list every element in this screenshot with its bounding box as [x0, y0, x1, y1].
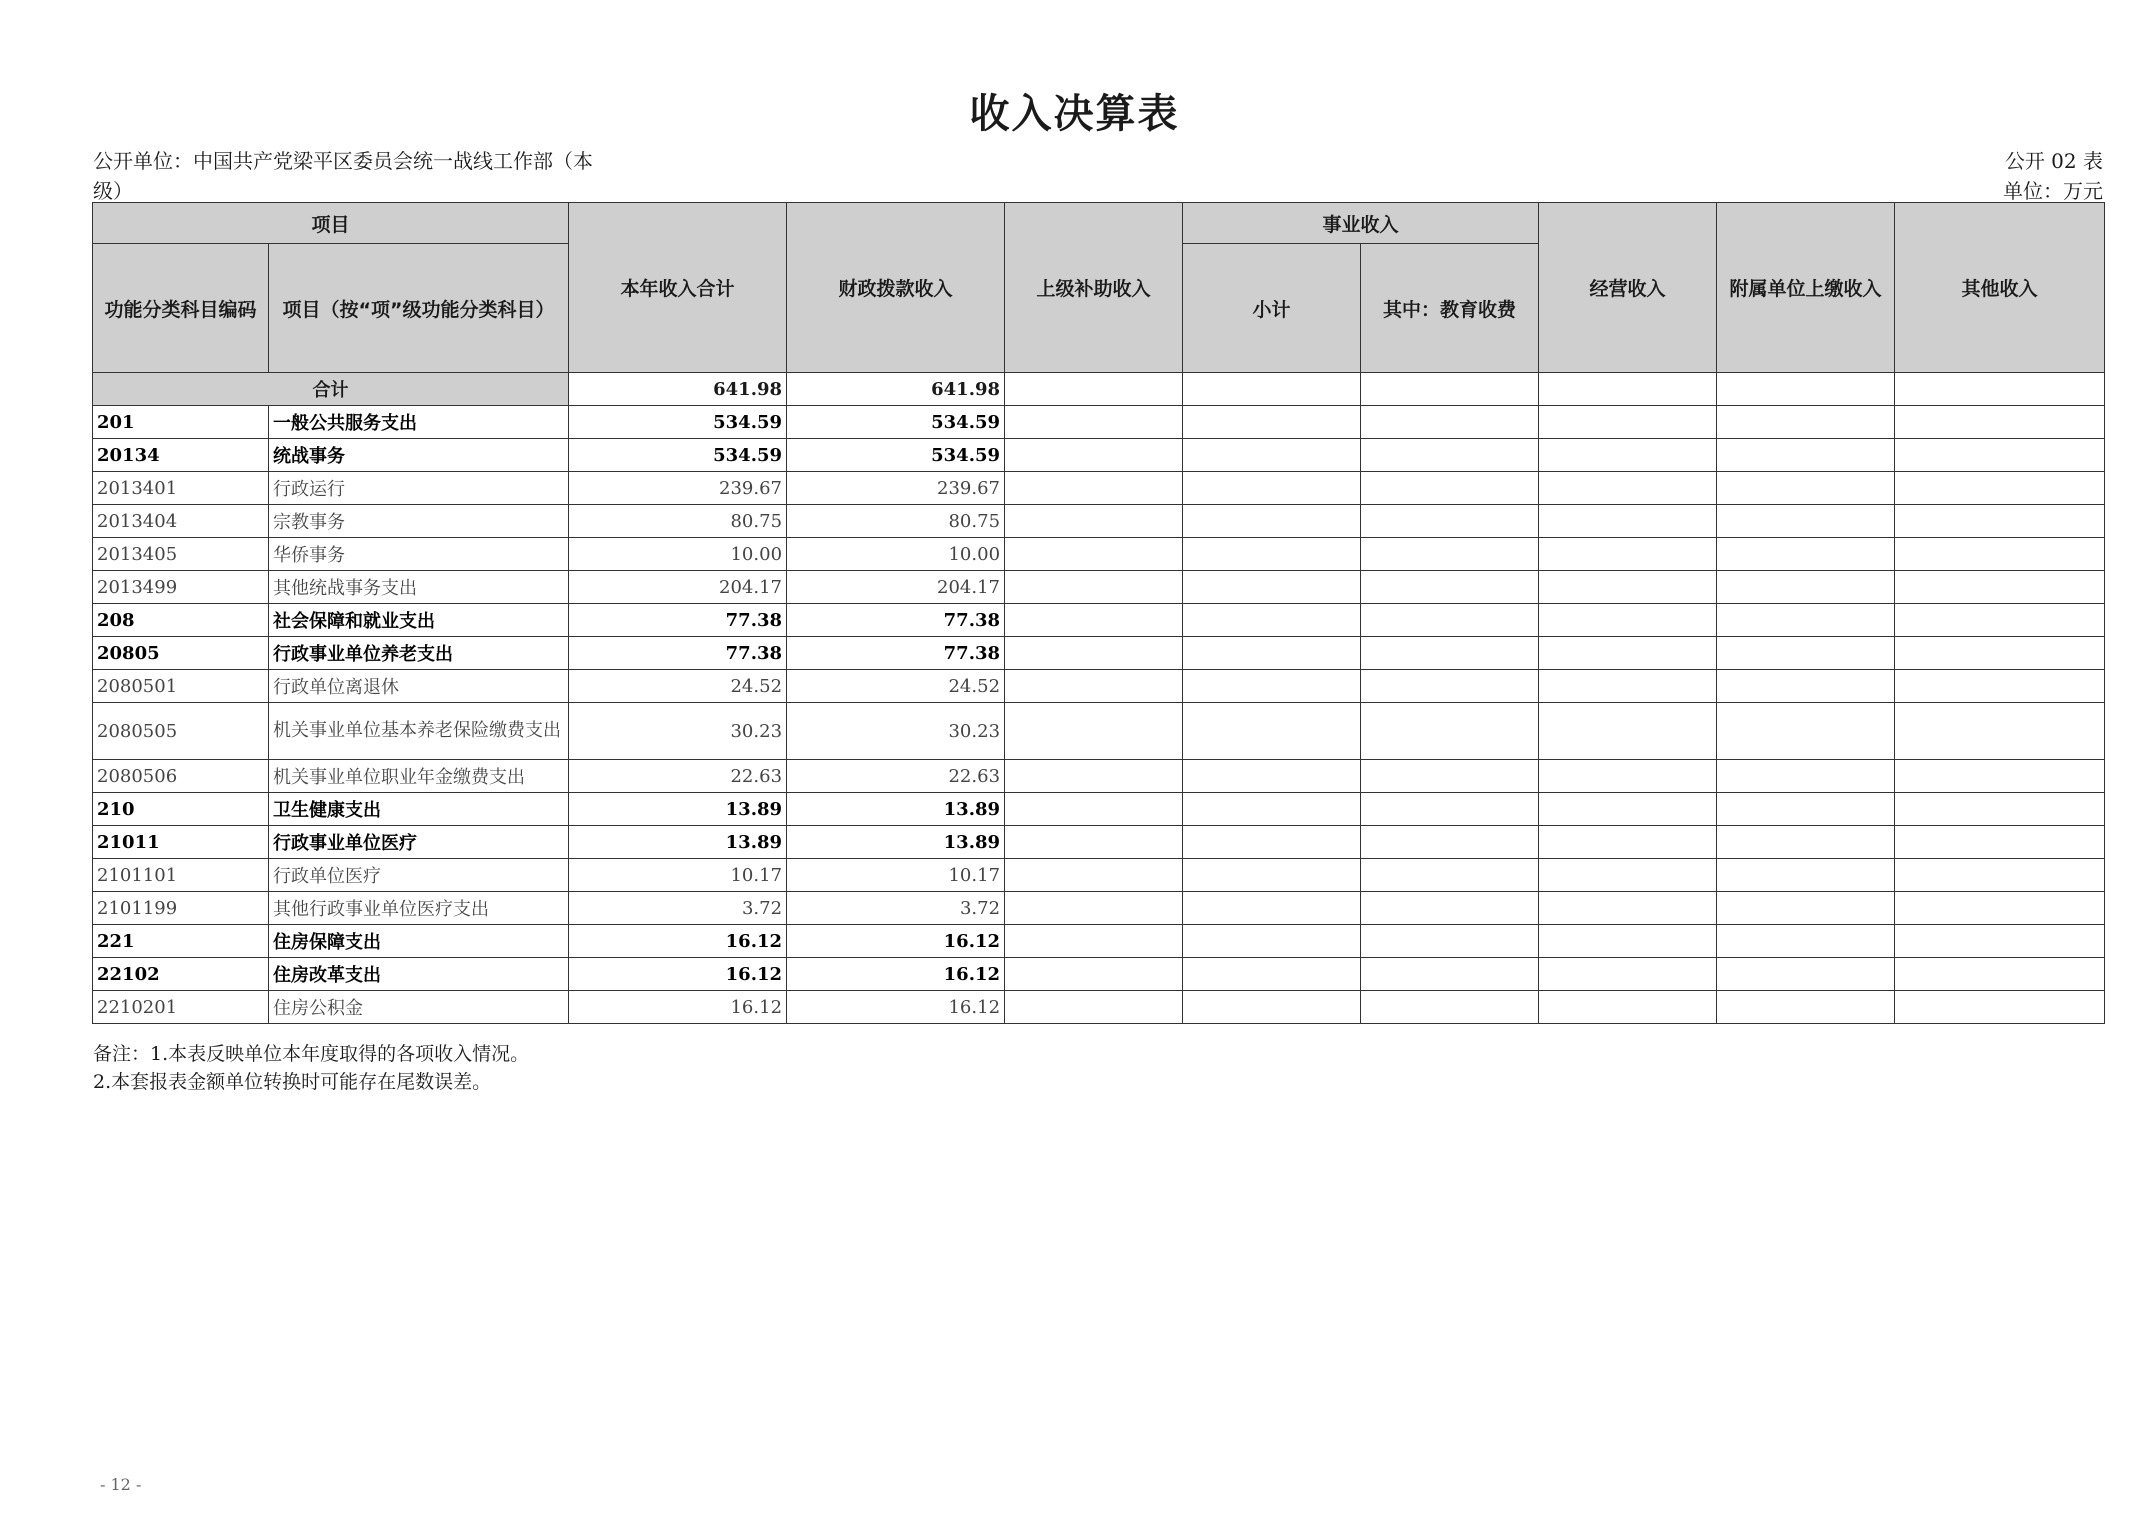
empty-cell [1361, 859, 1539, 892]
row-name: 住房公积金 [269, 991, 569, 1024]
empty-cell [1005, 991, 1183, 1024]
empty-cell [1539, 925, 1717, 958]
empty-cell [1183, 373, 1361, 406]
empty-cell [1005, 472, 1183, 505]
empty-cell [1183, 571, 1361, 604]
empty-cell [1895, 925, 2105, 958]
row-fiscal: 16.12 [787, 958, 1005, 991]
row-total: 16.12 [569, 991, 787, 1024]
empty-cell [1539, 703, 1717, 760]
table-row [93, 472, 2105, 505]
header-business-income-group: 事业收入 [1183, 203, 1539, 244]
empty-cell [1895, 472, 2105, 505]
row-name: 华侨事务 [269, 538, 569, 571]
empty-cell [1895, 793, 2105, 826]
table-number: 公开 02 表 [2004, 149, 2103, 173]
table-notes [93, 1040, 529, 1096]
empty-cell [1717, 991, 1895, 1024]
row-name: 其他统战事务支出 [269, 571, 569, 604]
row-fiscal: 16.12 [787, 991, 1005, 1024]
empty-cell [1005, 505, 1183, 538]
row-name: 机关事业单位职业年金缴费支出 [269, 760, 569, 793]
page-title: 收入决算表 [969, 91, 1180, 137]
empty-cell [1361, 793, 1539, 826]
row-code: 21011 [93, 826, 269, 859]
empty-cell [1717, 958, 1895, 991]
row-code: 2101101 [93, 859, 269, 892]
empty-cell [1361, 505, 1539, 538]
row-total: 204.17 [569, 571, 787, 604]
row-total: 534.59 [569, 406, 787, 439]
empty-cell [1183, 538, 1361, 571]
table-row [93, 505, 2105, 538]
empty-cell [1539, 505, 1717, 538]
empty-cell [1183, 892, 1361, 925]
empty-cell [1005, 604, 1183, 637]
empty-cell [1717, 703, 1895, 760]
row-code: 22102 [93, 958, 269, 991]
empty-cell [1361, 439, 1539, 472]
empty-cell [1005, 670, 1183, 703]
row-code: 2080501 [93, 670, 269, 703]
row-fiscal: 16.12 [787, 925, 1005, 958]
row-total: 80.75 [569, 505, 787, 538]
empty-cell [1717, 892, 1895, 925]
empty-cell [1539, 472, 1717, 505]
header-affiliated-income: 附属单位上缴收入 [1717, 203, 1895, 373]
row-fiscal: 77.38 [787, 604, 1005, 637]
empty-cell [1005, 538, 1183, 571]
table-row [93, 859, 2105, 892]
row-code: 20134 [93, 439, 269, 472]
row-fiscal: 10.00 [787, 538, 1005, 571]
table-row [93, 760, 2105, 793]
empty-cell [1361, 892, 1539, 925]
header-superior-subsidy: 上级补助收入 [1005, 203, 1183, 373]
empty-cell [1361, 925, 1539, 958]
empty-cell [1361, 373, 1539, 406]
empty-cell [1005, 859, 1183, 892]
empty-cell [1183, 826, 1361, 859]
empty-cell [1717, 472, 1895, 505]
empty-cell [1895, 670, 2105, 703]
total-label: 合计 [93, 373, 569, 406]
table-row [93, 991, 2105, 1024]
empty-cell [1717, 760, 1895, 793]
row-name: 机关事业单位基本养老保险缴费支出 [269, 703, 569, 760]
empty-cell [1361, 637, 1539, 670]
row-total: 239.67 [569, 472, 787, 505]
row-fiscal: 13.89 [787, 826, 1005, 859]
table-row [93, 439, 2105, 472]
empty-cell [1539, 538, 1717, 571]
empty-cell [1005, 925, 1183, 958]
row-total: 13.89 [569, 826, 787, 859]
empty-cell [1717, 571, 1895, 604]
row-code: 2013405 [93, 538, 269, 571]
empty-cell [1361, 958, 1539, 991]
empty-cell [1183, 859, 1361, 892]
empty-cell [1539, 793, 1717, 826]
empty-cell [1005, 406, 1183, 439]
row-fiscal: 80.75 [787, 505, 1005, 538]
table-row [93, 703, 2105, 760]
empty-cell [1539, 604, 1717, 637]
empty-cell [1539, 958, 1717, 991]
empty-cell [1895, 760, 2105, 793]
empty-cell [1361, 760, 1539, 793]
row-total: 534.59 [569, 439, 787, 472]
empty-cell [1895, 406, 2105, 439]
row-fiscal: 3.72 [787, 892, 1005, 925]
header-other-income: 其他收入 [1895, 203, 2105, 373]
row-fiscal: 239.67 [787, 472, 1005, 505]
empty-cell [1183, 505, 1361, 538]
row-code: 20805 [93, 637, 269, 670]
empty-cell [1717, 604, 1895, 637]
row-total: 13.89 [569, 793, 787, 826]
empty-cell [1539, 637, 1717, 670]
empty-cell [1717, 826, 1895, 859]
row-fiscal: 13.89 [787, 793, 1005, 826]
header-function-name: 项目（按“项”级功能分类科目） [269, 244, 569, 373]
empty-cell [1895, 505, 2105, 538]
empty-cell [1183, 604, 1361, 637]
empty-cell [1005, 637, 1183, 670]
row-fiscal: 204.17 [787, 571, 1005, 604]
empty-cell [1895, 703, 2105, 760]
row-fiscal: 22.63 [787, 760, 1005, 793]
row-fiscal: 534.59 [787, 439, 1005, 472]
empty-cell [1361, 571, 1539, 604]
total-row [93, 373, 2105, 406]
row-code: 2101199 [93, 892, 269, 925]
empty-cell [1717, 373, 1895, 406]
row-code: 2013404 [93, 505, 269, 538]
empty-cell [1361, 604, 1539, 637]
empty-cell [1895, 439, 2105, 472]
row-name: 行政事业单位养老支出 [269, 637, 569, 670]
empty-cell [1895, 637, 2105, 670]
header-function-code: 功能分类科目编码 [93, 244, 269, 373]
empty-cell [1895, 991, 2105, 1024]
header-fiscal-income: 财政拨款收入 [787, 203, 1005, 373]
row-code: 208 [93, 604, 269, 637]
row-name: 卫生健康支出 [269, 793, 569, 826]
table-row [93, 538, 2105, 571]
table-row [93, 925, 2105, 958]
income-settlement-table [92, 202, 2105, 1024]
note-line-2: 2.本套报表金额单位转换时可能存在尾数误差。 [93, 1071, 492, 1093]
public-unit-label: 公开单位：中国共产党梁平区委员会统一战线工作部（本级） [93, 149, 593, 203]
empty-cell [1361, 991, 1539, 1024]
row-code: 2013401 [93, 472, 269, 505]
empty-cell [1717, 925, 1895, 958]
empty-cell [1539, 991, 1717, 1024]
empty-cell [1183, 793, 1361, 826]
header-business-education-fee: 其中：教育收费 [1361, 244, 1539, 373]
empty-cell [1717, 505, 1895, 538]
row-name: 一般公共服务支出 [269, 406, 569, 439]
table-row [93, 826, 2105, 859]
empty-cell [1183, 760, 1361, 793]
empty-cell [1005, 958, 1183, 991]
table-row [93, 637, 2105, 670]
empty-cell [1361, 670, 1539, 703]
row-code: 2080506 [93, 760, 269, 793]
row-total: 16.12 [569, 958, 787, 991]
empty-cell [1895, 958, 2105, 991]
row-fiscal: 30.23 [787, 703, 1005, 760]
row-total: 30.23 [569, 703, 787, 760]
row-code: 221 [93, 925, 269, 958]
empty-cell [1895, 571, 2105, 604]
empty-cell [1005, 760, 1183, 793]
row-name: 宗教事务 [269, 505, 569, 538]
row-fiscal: 534.59 [787, 406, 1005, 439]
row-total: 10.17 [569, 859, 787, 892]
row-total: 16.12 [569, 925, 787, 958]
row-code: 2013499 [93, 571, 269, 604]
empty-cell [1005, 373, 1183, 406]
header-total-income: 本年收入合计 [569, 203, 787, 373]
row-name: 住房保障支出 [269, 925, 569, 958]
empty-cell [1539, 373, 1717, 406]
empty-cell [1539, 670, 1717, 703]
empty-cell [1005, 439, 1183, 472]
row-fiscal: 10.17 [787, 859, 1005, 892]
row-total: 77.38 [569, 604, 787, 637]
empty-cell [1005, 826, 1183, 859]
table-row [93, 892, 2105, 925]
empty-cell [1539, 826, 1717, 859]
currency-unit: 单位：万元 [2003, 179, 2103, 203]
header-operating-income: 经营收入 [1539, 203, 1717, 373]
row-total: 22.63 [569, 760, 787, 793]
empty-cell [1005, 703, 1183, 760]
empty-cell [1183, 703, 1361, 760]
row-code: 2210201 [93, 991, 269, 1024]
total-fiscal-value: 641.98 [787, 373, 1005, 406]
row-name: 行政运行 [269, 472, 569, 505]
row-code: 201 [93, 406, 269, 439]
empty-cell [1361, 472, 1539, 505]
empty-cell [1361, 406, 1539, 439]
empty-cell [1539, 439, 1717, 472]
empty-cell [1539, 859, 1717, 892]
table-meta [2003, 146, 2103, 206]
empty-cell [1895, 538, 2105, 571]
empty-cell [1717, 637, 1895, 670]
empty-cell [1717, 439, 1895, 472]
empty-cell [1717, 538, 1895, 571]
empty-cell [1895, 373, 2105, 406]
empty-cell [1183, 958, 1361, 991]
empty-cell [1183, 925, 1361, 958]
page-number: - 12 - [100, 1475, 142, 1494]
empty-cell [1717, 859, 1895, 892]
empty-cell [1183, 406, 1361, 439]
empty-cell [1895, 892, 2105, 925]
empty-cell [1361, 826, 1539, 859]
header-business-subtotal: 小计 [1183, 244, 1361, 373]
table-row [93, 406, 2105, 439]
header-project-group: 项目 [93, 203, 569, 244]
table-row [93, 604, 2105, 637]
row-total: 77.38 [569, 637, 787, 670]
empty-cell [1539, 760, 1717, 793]
table-row [93, 793, 2105, 826]
row-total: 24.52 [569, 670, 787, 703]
row-name: 行政事业单位医疗 [269, 826, 569, 859]
empty-cell [1717, 793, 1895, 826]
row-name: 统战事务 [269, 439, 569, 472]
row-total: 3.72 [569, 892, 787, 925]
empty-cell [1539, 571, 1717, 604]
row-total: 10.00 [569, 538, 787, 571]
row-name: 行政单位医疗 [269, 859, 569, 892]
empty-cell [1005, 571, 1183, 604]
empty-cell [1183, 439, 1361, 472]
empty-cell [1183, 637, 1361, 670]
empty-cell [1183, 670, 1361, 703]
row-code: 210 [93, 793, 269, 826]
row-fiscal: 24.52 [787, 670, 1005, 703]
row-name: 其他行政事业单位医疗支出 [269, 892, 569, 925]
empty-cell [1361, 538, 1539, 571]
empty-cell [1005, 892, 1183, 925]
empty-cell [1361, 703, 1539, 760]
row-name: 行政单位离退休 [269, 670, 569, 703]
row-fiscal: 77.38 [787, 637, 1005, 670]
total-income-value: 641.98 [569, 373, 787, 406]
table-row [93, 670, 2105, 703]
empty-cell [1717, 670, 1895, 703]
empty-cell [1183, 991, 1361, 1024]
empty-cell [1717, 406, 1895, 439]
row-name: 社会保障和就业支出 [269, 604, 569, 637]
empty-cell [1005, 793, 1183, 826]
empty-cell [1895, 604, 2105, 637]
empty-cell [1539, 892, 1717, 925]
row-code: 2080505 [93, 703, 269, 760]
row-name: 住房改革支出 [269, 958, 569, 991]
empty-cell [1539, 406, 1717, 439]
table-row [93, 958, 2105, 991]
empty-cell [1895, 859, 2105, 892]
empty-cell [1183, 472, 1361, 505]
note-line-1: 备注：1.本表反映单位本年度取得的各项收入情况。 [93, 1043, 530, 1065]
table-row [93, 571, 2105, 604]
empty-cell [1895, 826, 2105, 859]
